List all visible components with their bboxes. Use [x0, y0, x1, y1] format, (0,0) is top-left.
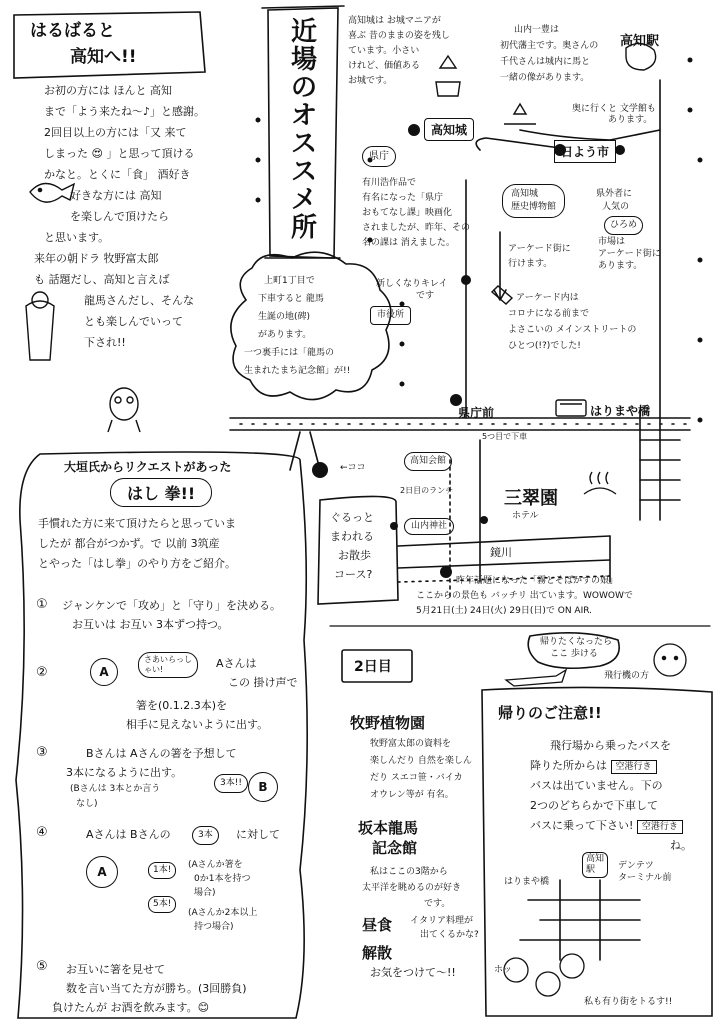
intro-line: 好きな方には 高知	[70, 189, 162, 202]
chopsticks-header: 大垣氏からリクエストがあった	[64, 460, 232, 474]
chopsticks-title: はし 拳!!	[110, 478, 212, 507]
step-line: ジャンケンで「攻め」と「守り」を決める。	[62, 599, 282, 612]
banner-char: 近	[290, 17, 317, 47]
castle-note-line: お城です。	[348, 76, 393, 86]
step-line: 相手に見えないように出す。	[126, 718, 269, 731]
walk-course-line: コース?	[334, 568, 373, 581]
intro-line: 龍馬さんだし、そんな	[84, 294, 194, 307]
return-title: 帰りのご注意!!	[498, 704, 602, 722]
banner-char: メ	[290, 185, 317, 215]
step-line: 数を言い当てた方が勝ち。(3回勝負)	[66, 982, 247, 995]
walk-course-line: まわれる	[330, 530, 374, 543]
harimaya-label: はりまや橋	[590, 404, 651, 418]
makino-line: オウレン等が 有名。	[370, 790, 454, 800]
kuko-badge: 空港行き	[611, 760, 657, 774]
intro-line: しまった 😍 」と思って頂ける	[44, 147, 195, 160]
arcade-yosakoi-line: よさこいの メインストリートの	[508, 325, 637, 335]
walk-course-line: お散歩	[338, 549, 371, 562]
banner-char: の	[290, 73, 317, 103]
return-line: ね。	[670, 839, 692, 852]
castle-note-line: けれど、価値ある	[348, 61, 421, 71]
banner-char: ス	[290, 157, 317, 187]
intro-line: まで「よう来たね〜♪」と感謝。	[44, 105, 206, 118]
broadcast-line: 5月21日(土) 24日(火) 29日(日)で ON AIR.	[416, 606, 593, 616]
avatar-a: A	[90, 658, 118, 686]
yamauchi-shrine-label: 山内神社	[404, 518, 454, 535]
step-line: お互いは お互い 3本ずつ持つ。	[72, 618, 229, 631]
step-4-bubble: 1本!	[148, 862, 176, 879]
return-line-text: バスに乗って下さい!	[530, 819, 634, 832]
return-map-kochi-line: 高知	[586, 854, 605, 864]
arcade-yosakoi-line: コロナになる前まで	[508, 309, 590, 319]
step-number: ①	[36, 597, 48, 612]
history-museum-line: 高知城	[511, 189, 539, 199]
chopsticks-intro-line: したが 都合がつかず。で 以前 3筑産	[38, 537, 220, 550]
intro-title-line1: はるばると	[30, 21, 115, 41]
step-4-line: に対して	[236, 828, 280, 841]
return-map-kochi	[582, 852, 608, 878]
intro-line: かなと。とくに「食」 酒好き	[44, 168, 191, 181]
castle-note-line: ています。小さい	[348, 46, 420, 56]
cloud-line: 一つ裏手には「龍馬の	[244, 348, 335, 358]
history-museum-line: 歴史博物館	[511, 202, 557, 212]
arikawa-note-line: されましたが、昨年、その	[362, 223, 471, 233]
step-number: ③	[36, 745, 48, 760]
kochi-station-label: 高知駅	[620, 34, 660, 49]
kagami-river-label: 鏡川	[490, 546, 512, 559]
return-speech-line: ここ 歩ける	[550, 649, 598, 659]
step-line: (Aさんか2本以上	[188, 908, 258, 918]
farewell-note: 私も有り街をトるす!!	[584, 997, 673, 1007]
arikawa-note-line: 名の課は 消えました。	[362, 238, 455, 248]
arikawa-note-line: 有名になった「県庁	[362, 193, 444, 203]
step-line: (Bさんは 3本とか言う	[70, 784, 161, 794]
cloud-line: 生まれたまち記念館」が!!	[244, 366, 351, 376]
return-map-harimaya: はりまや橋	[504, 877, 550, 887]
step-line: この 掛け声で	[228, 676, 298, 689]
makino-title: 牧野植物園	[350, 714, 426, 732]
yamauchi-note-line: 初代藩主です。奥さんの	[500, 41, 599, 51]
arcade-note-line: アーケード街に	[508, 244, 571, 254]
hirome-market-line: アーケード街に	[598, 249, 661, 259]
return-text	[530, 736, 692, 856]
return-map-terminal-line: ターミナル前	[618, 873, 672, 883]
banner-char: 場	[290, 45, 317, 75]
yamauchi-note-line: 山内一豊は	[514, 25, 560, 35]
faces-text: ホッ	[494, 965, 513, 975]
step-number: ④	[36, 825, 48, 840]
intro-line: お初の方には ほんと 高知	[44, 84, 172, 97]
step-line: (Aさんか箸を	[188, 860, 243, 870]
girl-face-icon	[654, 644, 686, 676]
dismiss-note: お気をつけて〜!!	[370, 966, 456, 979]
step-line: 3本になるように出す。	[66, 766, 183, 779]
plane-icon	[506, 670, 566, 686]
hiyoshi-note-line: あります。	[608, 115, 653, 125]
kochi-castle-label: 高知城	[424, 118, 474, 141]
kochi-kaikan-label: 高知会館	[404, 452, 452, 471]
step-4-line: Aさんは Bさんの	[86, 828, 171, 841]
avatar-b: B	[248, 772, 278, 802]
city-hall-label: 市役所	[370, 306, 411, 325]
arcade-yosakoi-line: アーケード内は	[516, 293, 579, 303]
ryoma-title-line: 坂本龍馬	[358, 819, 419, 837]
intro-line: を楽しんで頂けたら	[70, 210, 169, 223]
arcade-yosakoi-line: ひとつ(!?)でした!	[508, 341, 581, 351]
lunch-note-line: 出てくるかな?	[420, 930, 479, 940]
dismiss-label: 解散	[362, 944, 393, 962]
castle-note-line: 喜ぶ 昔のままの姿を残し	[348, 31, 450, 41]
return-line	[530, 756, 692, 776]
step-number: ②	[36, 665, 48, 680]
makino-line: 牧野富太郎の資料を	[370, 739, 452, 749]
new-city-hall-line: です	[416, 291, 435, 301]
return-line: 飛行場から乗ったバスを	[550, 739, 671, 752]
hirome-market-line: 市場は	[598, 237, 626, 247]
step-3-bubble: 3本!!	[214, 774, 248, 793]
ryoma-line: です。	[424, 899, 451, 909]
return-line	[530, 816, 692, 836]
new-city-hall-line: 新しくなりキレイ	[376, 279, 448, 289]
banner-char: ス	[290, 129, 317, 159]
castle-note-line: 高知城は お城マニアが	[348, 16, 441, 26]
kenchou-label: 県庁	[362, 146, 396, 167]
step-number: ⑤	[36, 959, 48, 974]
step-line: 0か1本を持つ	[194, 874, 251, 884]
intro-line: 来年の朝ドラ 牧野富太郎	[34, 252, 159, 265]
return-map-terminal	[618, 860, 672, 884]
friend-face-icon	[536, 972, 560, 996]
ryoma-line: 太平洋を眺めるのが好き	[362, 883, 462, 893]
ryoma-title-line: 記念館	[372, 839, 418, 857]
return-map-kochi-line: 駅	[586, 865, 596, 875]
intro-line: と思います。	[44, 231, 110, 244]
plane-label: 飛行機の方	[604, 671, 650, 681]
step-line: 負けたんが お酒を飲みます。😊	[52, 1001, 210, 1014]
ryoma-line: 私はここの3階から	[370, 867, 448, 877]
return-map-terminal-line: デンテツ	[618, 861, 654, 871]
day2-label: 2日目	[354, 659, 392, 675]
return-line: 2つのどちらかで下車して	[530, 799, 658, 812]
step-4-bubble: 3本	[192, 826, 219, 845]
makino-line: 楽しんだり 自然を楽しん	[370, 756, 472, 766]
return-line: バスは出ていません。下の	[530, 779, 663, 792]
makino-line: だり スエコ笹・バイカ	[370, 773, 463, 783]
step-line: 持つ場合)	[194, 922, 234, 932]
yamauchi-note-line: 一緒の像があります。	[500, 73, 590, 83]
walk-course-line: ぐるっと	[330, 511, 374, 524]
banner-char: 所	[290, 213, 317, 243]
cloud-line: 生誕の地(碑)	[258, 312, 311, 322]
scenery-note-line: ここからの景色も バッチリ 出ています。WOWOWで	[416, 591, 633, 601]
lunch-note-line: イタリア料理が	[410, 916, 474, 926]
step-4-bubble: 5本!	[148, 896, 176, 913]
intro-line: 2回目以上の方には「又 来て	[44, 126, 187, 139]
step-line: 場合)	[194, 888, 216, 898]
step-line: Aさんは	[216, 657, 257, 670]
intro-title-line2: 高知へ!!	[70, 47, 137, 67]
kencho-mae-note: 5つ目で下車	[482, 432, 528, 441]
cloud-line: があります。	[258, 330, 312, 340]
hirome-note-line: 人気の	[602, 202, 630, 212]
kuko-badge: 空港行き	[637, 820, 683, 834]
friend-face-icon	[560, 954, 584, 978]
lunch-note: 2日目のランチ	[400, 486, 454, 495]
sunday-market-label: 日よう市	[554, 140, 616, 163]
hirome-label: ひろめ	[604, 216, 643, 235]
hirome-note-line: 県外者に	[596, 189, 633, 199]
arikawa-note-line: 有川浩作品で	[362, 178, 417, 188]
hotel-label: ホテル	[512, 511, 539, 521]
return-line-text: 降りた所からは	[530, 759, 607, 772]
hiyoshi-note-line: 奥に行くと 文学館も	[572, 104, 656, 114]
avatar-a: A	[86, 856, 118, 888]
intro-line: も 話題だし、高知と言えば	[34, 273, 170, 286]
return-speech-line: 帰りたくなったら	[540, 637, 613, 647]
sansuien-label: 三翠園	[504, 488, 558, 509]
drama-note-line: 昨年話題になった「霧とそばかすの娘」	[456, 576, 619, 586]
hirome-market-line: あります。	[598, 261, 643, 271]
chopsticks-intro-line: とやった「はし拳」のやり方をご紹介。	[38, 557, 236, 570]
here-marker: ←ココ	[340, 463, 366, 473]
intro-line: とも楽しんでいって	[84, 315, 183, 328]
step-line: お互いに箸を見せて	[66, 963, 165, 976]
yamauchi-note-line: 千代さんは城内に馬と	[500, 57, 591, 67]
kencho-mae-label: 県庁前	[458, 406, 495, 420]
step-line: Bさんは Aさんの箸を予想して	[86, 747, 237, 760]
lunch-label: 昼食	[362, 916, 393, 934]
chopsticks-intro-line: 手慣れた方に来て頂けたらと思っていま	[38, 517, 236, 530]
banner-char: オ	[290, 101, 317, 131]
step-line: 箸を(0.1.2.3本)を	[136, 699, 228, 712]
step-2-bubble: さあいらっしゃい!	[138, 652, 198, 678]
cloud-line: 上町1丁目で	[264, 276, 315, 286]
step-line: なし)	[76, 799, 98, 809]
arcade-note-line: 行けます。	[508, 259, 553, 269]
arikawa-note-line: おもてなし課」映画化	[362, 208, 453, 218]
cloud-line: 下車すると 龍馬	[258, 294, 324, 304]
intro-line: 下され!!	[84, 336, 126, 349]
